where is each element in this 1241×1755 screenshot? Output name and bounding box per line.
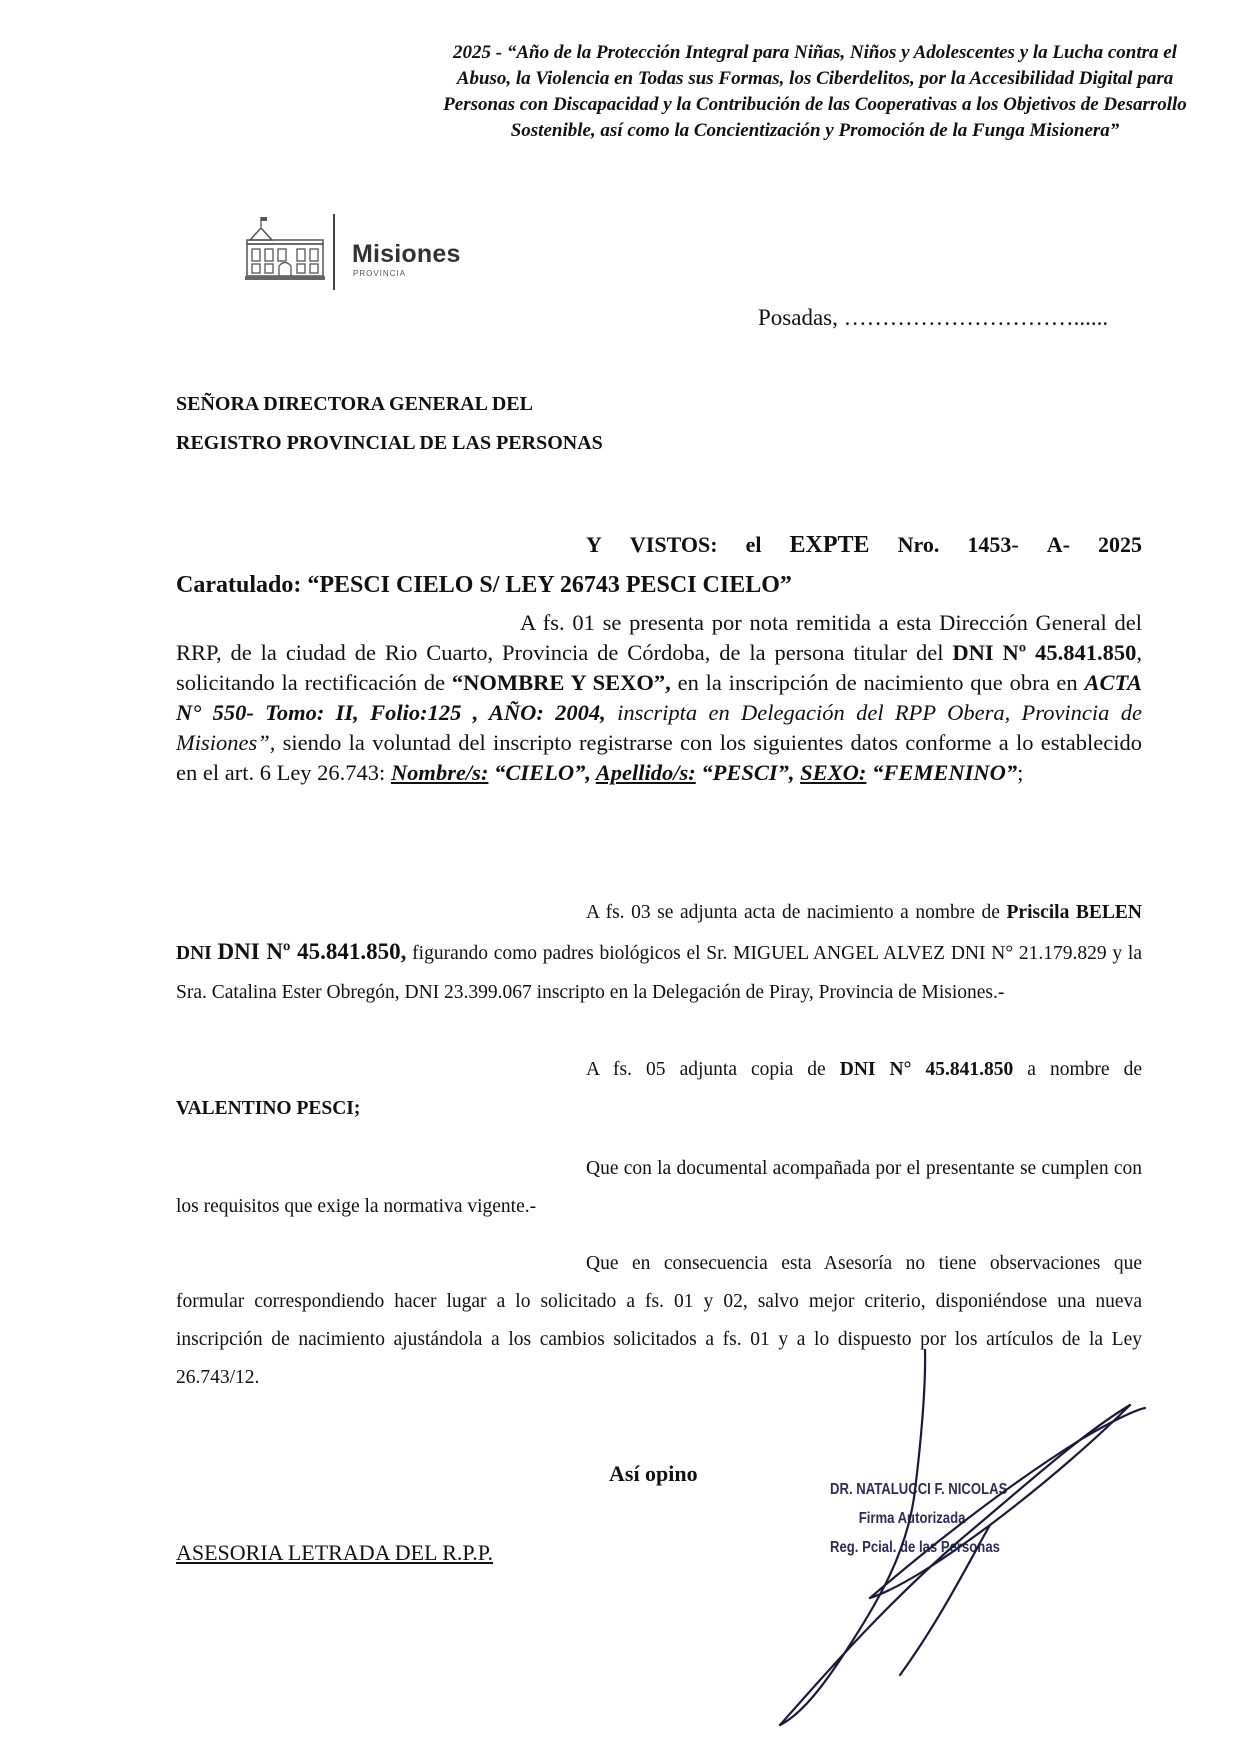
stamp-line-3: Reg. Pcial. de las Personas bbox=[830, 1539, 1000, 1556]
p1-value-nombre: “CIELO”, bbox=[488, 760, 596, 785]
p1-value-apellido: “PESCI”, bbox=[695, 760, 801, 785]
p2-text: figurando como padres biológicos el Sr. MIGUEL ANGEL ALVEZ DNI N° 21.179.829 y la Sra. Catalina Ester Obregón, DNI 23.399.067 inscripto en la Delegación de Piray, Provincia de Misiones.- bbox=[176, 943, 1142, 1003]
government-house-icon bbox=[244, 214, 344, 290]
closing-opino: Así opino bbox=[609, 1461, 698, 1486]
logo-subtitle: PROVINCIA bbox=[353, 269, 407, 278]
addressee bbox=[176, 385, 603, 463]
p1-text: siendo la voluntad del inscripto registrarse con los siguientes datos conforme a lo establecido en el art. 6 Ley 26.743: bbox=[176, 730, 1142, 785]
paragraph-fs05 bbox=[176, 1050, 1142, 1128]
p2-text: A fs. 03 se adjunta acta de nacimiento a nombre de bbox=[586, 902, 1007, 923]
addressee-line-1: SEÑORA DIRECTORA GENERAL DEL bbox=[176, 393, 533, 415]
vistos-line bbox=[586, 532, 1142, 559]
handwritten-signature bbox=[730, 1330, 1150, 1730]
p5-text: Que en consecuencia esta Asesoría no tiene observaciones que formular correspondiendo hacer lugar a lo solicitado a fs. 01 y 02, salvo mejor criterio, disponiéndose una nueva inscripción de nacimiento ajustándola a los cambios solicitados a fs. 01 y a lo dispuesto por los artículos de la Ley 26.743/12. bbox=[176, 1253, 1142, 1388]
p3-dni: DNI N° 45.841.850 bbox=[839, 1059, 1014, 1080]
vistos-word: A- bbox=[1046, 532, 1070, 557]
p2-name: Priscila BELEN DNI bbox=[176, 902, 1142, 964]
p1-request: “NOMBRE Y SEXO”, bbox=[451, 670, 671, 695]
signatory-office: ASESORIA LETRADA DEL R.P.P. bbox=[176, 1540, 494, 1565]
p3-text: A fs. 05 adjunta copia de bbox=[586, 1059, 840, 1080]
addressee-line-2: REGISTRO PROVINCIAL DE LAS PERSONAS bbox=[176, 432, 603, 454]
vistos-word: 2025 bbox=[1097, 532, 1142, 557]
p1-text: en la inscripción de nacimiento que obra en bbox=[670, 670, 1085, 695]
p1-text: , solicitando la rectificación de bbox=[176, 640, 1143, 695]
vistos-word: VISTOS: bbox=[629, 532, 718, 557]
stamp-line-1: DR. NATALUCCI F. NICOLAS bbox=[830, 1481, 1008, 1498]
p1-dni: DNI Nº 45.841.850 bbox=[952, 640, 1137, 665]
p3-text: a nombre de bbox=[1013, 1059, 1142, 1080]
p1-value-sexo: “FEMENINO” bbox=[866, 760, 1018, 785]
vistos-word: el bbox=[745, 532, 762, 557]
vistos-word: 1453- bbox=[967, 532, 1019, 557]
header-motto: 2025 - “Año de la Protección Integral para Niñas, Niños y Adolescentes y la Lucha contra el Abuso, la Violencia en Todas sus Formas, los Ciberdelitos, por la Accesibilidad Digital para Personas con Discapacidad y la Contribución de las Cooperativas a los Objetivos de Desarrollo Sostenible, así como la Concientización y Promoción de la Funga Misionera” bbox=[443, 42, 1187, 141]
paragraph-fs01 bbox=[176, 608, 1142, 788]
p1-label-nombre: Nombre/s: bbox=[390, 760, 489, 785]
p2-dni: DNI Nº 45.841.850, bbox=[217, 939, 407, 964]
paragraph-fs03 bbox=[176, 893, 1142, 1012]
caratulado: Caratulado: “PESCI CIELO S/ LEY 26743 PESCI CIELO” bbox=[176, 572, 792, 598]
date-line: Posadas, …………………………...... bbox=[758, 305, 1109, 330]
p1-acta: ACTA N° 550- Tomo: II, Folio:125 , AÑO: 2004, bbox=[176, 670, 1142, 725]
logo-name: Misiones bbox=[352, 240, 461, 268]
p1-delegacion: inscripta en Delegación del RPP Obera, Provincia de Misiones”, bbox=[176, 700, 1142, 755]
p1-text: ; bbox=[1017, 760, 1024, 785]
p1-text: A fs. 01 se presenta por nota remitida a esta Dirección General del RRP, de la ciudad de Rio Cuarto, Provincia de Córdoba, de la persona titular del bbox=[176, 610, 1142, 665]
vistos-word: EXPTE bbox=[789, 532, 870, 558]
misiones-logo bbox=[244, 214, 504, 290]
p1-label-sexo: SEXO: bbox=[800, 760, 867, 785]
paragraph-requisitos bbox=[176, 1150, 1142, 1226]
p3-name: VALENTINO PESCI; bbox=[176, 1098, 361, 1119]
p1-label-apellido: Apellido/s: bbox=[595, 760, 696, 785]
stamp-line-2: Firma Autorizada bbox=[858, 1510, 966, 1527]
p4-text: Que con la documental acompañada por el presentante se cumplen con los requisitos que exige la normativa vigente.- bbox=[176, 1158, 1142, 1217]
vistos-word: Y bbox=[586, 532, 602, 557]
vistos-word: Nro. bbox=[897, 532, 940, 557]
